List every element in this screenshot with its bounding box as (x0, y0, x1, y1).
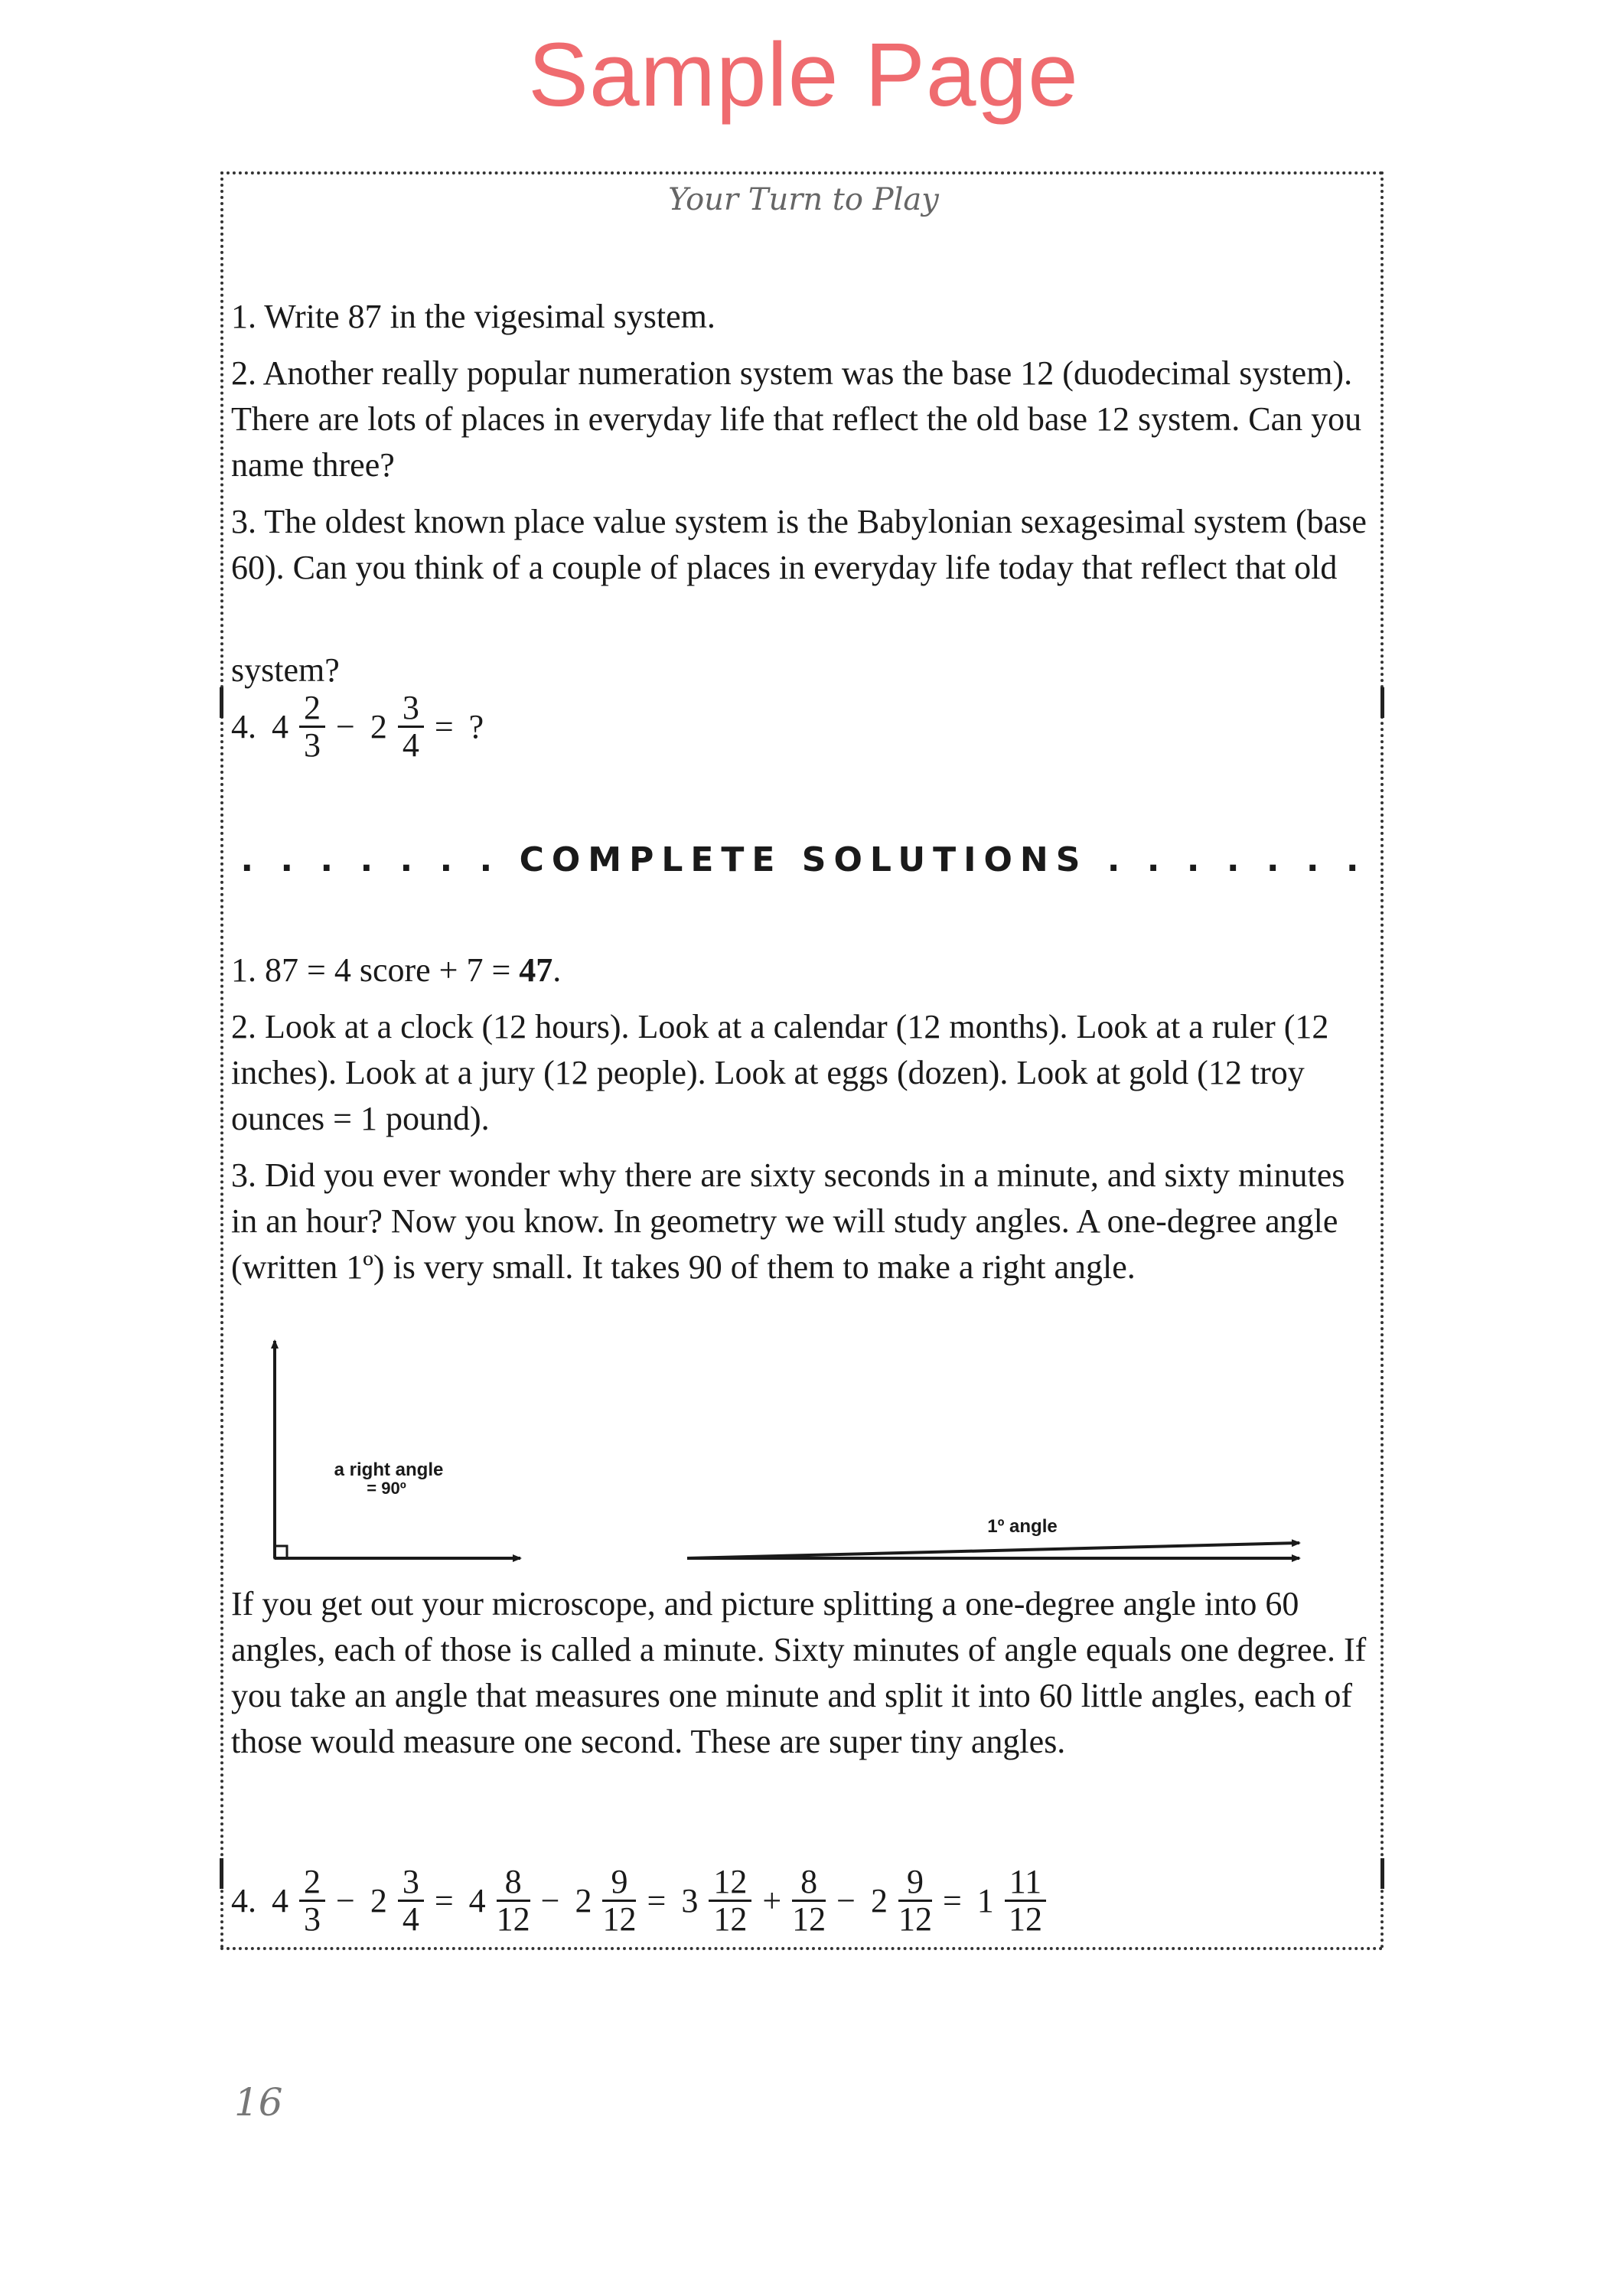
question-2: 2. Another really popular numeration system was the base 12 (duodecimal system). There are lots of places in everyday life that reflect the old base 12 system. Can you name three? (231, 354, 1362, 484)
q4-denominator-2: 4 (402, 726, 419, 764)
s4-fraction (898, 1864, 932, 1937)
frame-tick-right-upper (1380, 687, 1384, 718)
s4-whole-number: 2 (575, 1882, 592, 1919)
q4-numerator-2: 3 (398, 690, 424, 728)
s4-denominator: 12 (496, 1900, 530, 1938)
frame-tick-right-lower (1380, 1858, 1384, 1889)
right-angle-figure (275, 1341, 520, 1558)
q4-whole-2: 2 (370, 708, 387, 745)
solution-3: 3. Did you ever wonder why there are sixty seconds in a minute, and sixty minutes in an hour? Now you know. In geometry we will study angles. A one-degree angle (written 1º) is very small. It takes 90 of them to make a right angle. (231, 1156, 1345, 1286)
frame-tick-left-upper (220, 687, 223, 718)
s4-denominator: 4 (402, 1900, 419, 1938)
solution-1-period: . (553, 951, 562, 989)
s4-operator: − (836, 1882, 856, 1919)
q4-fraction-1 (299, 690, 325, 763)
q4-label: 4. (231, 708, 256, 745)
q4-numerator-1: 2 (299, 690, 325, 728)
q4-operator: − (336, 708, 355, 745)
s4-whole-number: 4 (468, 1882, 486, 1919)
s4-numerator: 11 (1005, 1864, 1046, 1902)
one-degree-figure (687, 1516, 1299, 1558)
one-degree-label: 1º angle (987, 1516, 1058, 1537)
s4-label: 4. (231, 1882, 256, 1919)
section-subtitle: Your Turn to Play (668, 182, 939, 217)
s4-fraction (497, 1864, 530, 1937)
q4-fraction-2 (398, 690, 424, 763)
s4-numerator: 8 (497, 1864, 530, 1902)
s4-numerator: 12 (709, 1864, 751, 1902)
right-angle-label: a right angle (334, 1459, 444, 1480)
s4-fraction (602, 1864, 636, 1937)
s4-fraction (792, 1864, 826, 1937)
one-degree-ray-upper (687, 1543, 1299, 1558)
solution-1 (231, 947, 1379, 993)
q4-denominator-1: 3 (304, 726, 321, 764)
s4-denominator: 12 (602, 1900, 637, 1938)
q4-equals: = (434, 708, 454, 745)
s4-operator: = (647, 1882, 667, 1919)
angle-diagram (230, 1324, 1316, 1577)
solution-1-text: 1. 87 = 4 score + 7 = (231, 951, 520, 989)
s4-whole-number: 1 (976, 1882, 994, 1919)
s4-operator: = (942, 1882, 962, 1919)
solution-2: 2. Look at a clock (12 hours). Look at a calendar (12 months). Look at a ruler (12 inches). Look at a jury (12 people). Look at eggs (dozen). Look at gold (12 troy ounces = 1 pound). (231, 1008, 1329, 1137)
s4-whole-number: 2 (870, 1882, 888, 1919)
solutions-heading: . . . . . . . COMPLETE SOLUTIONS . . . . . . . (240, 840, 1367, 879)
question-4-equation (231, 690, 491, 763)
sample-page-watermark: Sample Page (528, 24, 1079, 126)
s4-numerator: 8 (792, 1864, 826, 1902)
solution-4-equation (231, 1864, 1049, 1937)
s4-fraction (398, 1864, 424, 1937)
solution-3-continued: If you get out your microscope, and picture splitting a one-degree angle into 60 angles, each of those is called a minute. Sixty minutes of angle equals one degree. If you take an angle that measures one minute and split it into 60 little angles, each of those would measure one second. These are super tiny angles. (231, 1585, 1367, 1760)
page-number: 16 (234, 2080, 283, 2125)
s4-operator: − (336, 1882, 355, 1919)
s4-denominator: 12 (1008, 1900, 1042, 1938)
q4-result: ? (468, 708, 484, 745)
s4-whole-number: 2 (370, 1882, 387, 1919)
frame-tick-left-lower (220, 1858, 223, 1889)
s4-fraction (299, 1864, 325, 1937)
question-3: 3. The oldest known place value system is the Babylonian sexagesimal system (base 60). Can you think of a couple of places in everyday life today that reflect that old (231, 503, 1367, 586)
s4-operator: + (762, 1882, 782, 1919)
s4-operator: = (434, 1882, 454, 1919)
s4-operator: − (540, 1882, 560, 1919)
q4-whole-1: 4 (272, 708, 288, 745)
s4-numerator: 9 (602, 1864, 636, 1902)
s4-denominator: 3 (304, 1900, 321, 1938)
s4-denominator: 12 (713, 1900, 748, 1938)
question-3-continued: system? (231, 651, 340, 689)
s4-denominator: 12 (792, 1900, 826, 1938)
s4-whole-number: 4 (272, 1882, 288, 1919)
s4-fraction (1005, 1864, 1046, 1937)
s4-numerator: 9 (898, 1864, 932, 1902)
s4-denominator: 12 (898, 1900, 932, 1938)
s4-numerator: 3 (398, 1864, 424, 1902)
right-angle-value: = 90º (367, 1479, 406, 1498)
solution-1-answer: 47 (519, 951, 553, 989)
s4-numerator: 2 (299, 1864, 325, 1902)
s4-fraction (709, 1864, 751, 1937)
question-1: 1. Write 87 in the vigesimal system. (231, 298, 715, 335)
s4-whole-number: 3 (681, 1882, 699, 1919)
right-angle-marker (275, 1546, 287, 1558)
